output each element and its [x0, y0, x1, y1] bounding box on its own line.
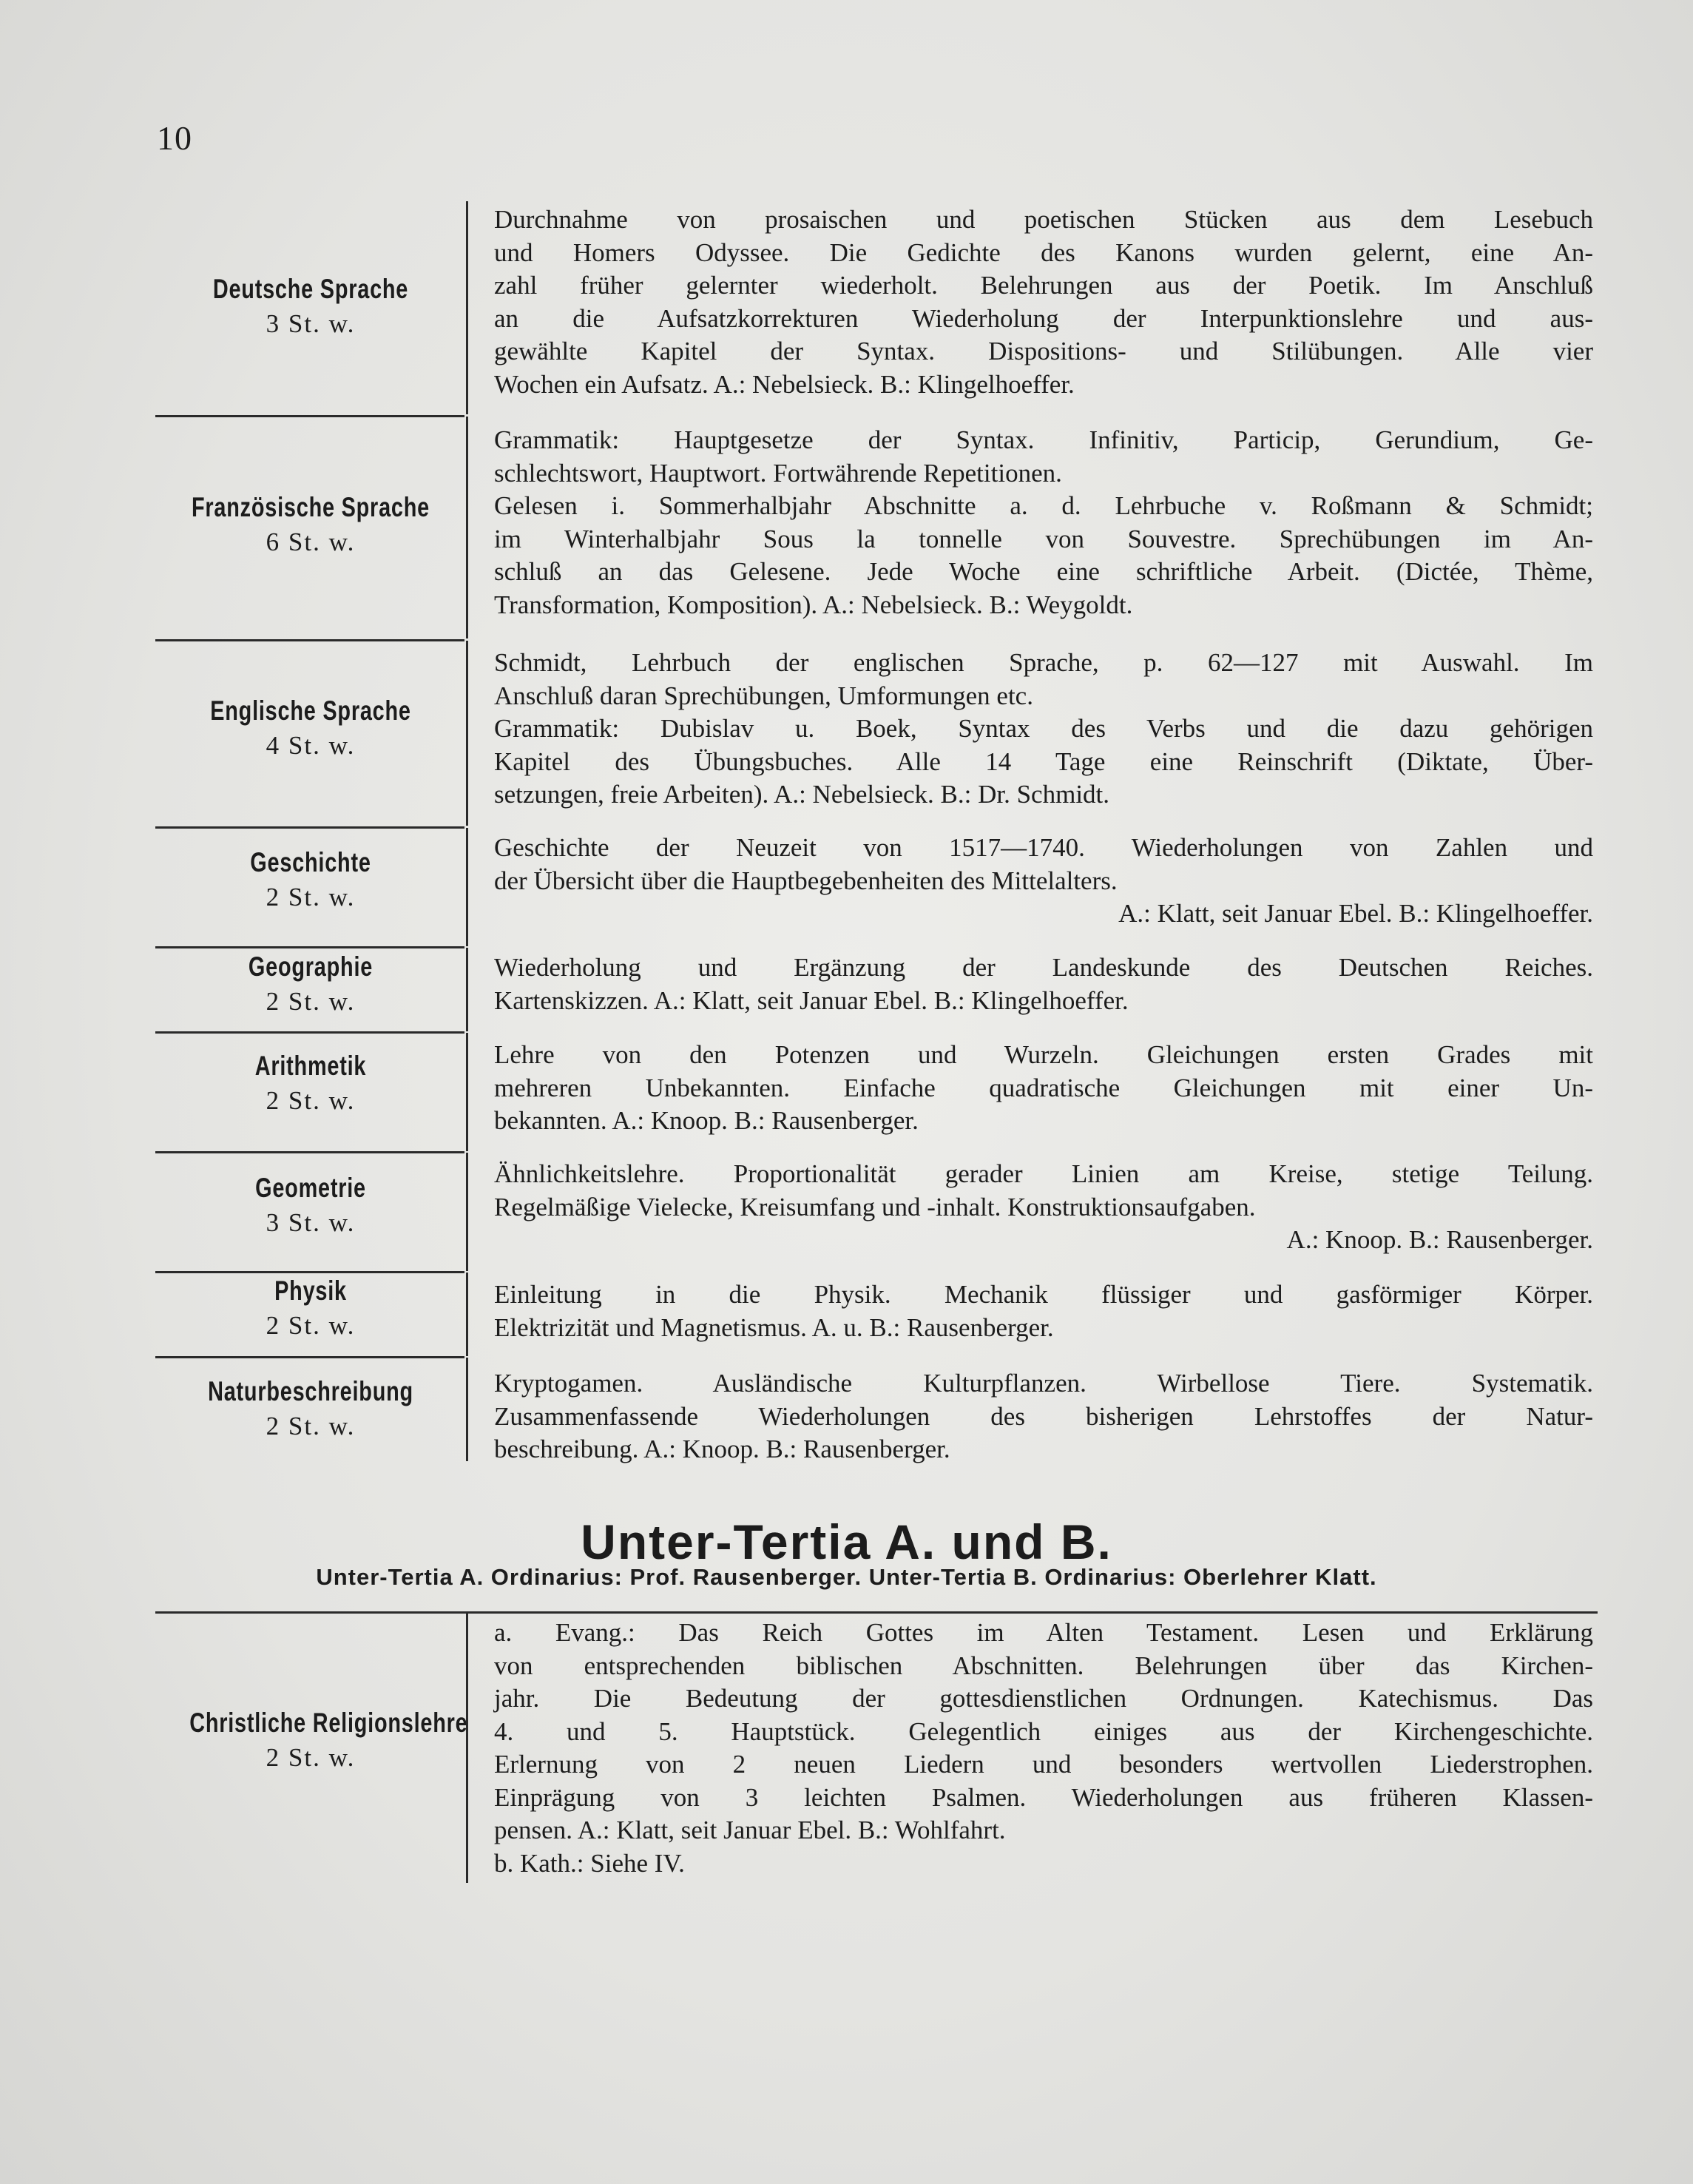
- content-line: der Übersicht über die Hauptbegebenheiten des Mittelalters.: [494, 866, 1118, 895]
- column-divider: [466, 828, 468, 946]
- subject-name: Englische Sprache: [210, 695, 411, 726]
- subject-hours: 2 St. w.: [266, 883, 356, 911]
- content-line: Durchnahme von prosaischen und poetischen Stücken aus dem Lesebuch: [494, 205, 1593, 234]
- subject-name: Naturbeschreibung: [208, 1376, 413, 1406]
- content-line: Zusammenfassende Wiederholungen des bisherigen Lehrstoffes der Natur-: [494, 1401, 1593, 1431]
- content-line: Erlernung von 2 neuen Liedern und besonders wertvollen Liederstrophen.: [494, 1750, 1593, 1779]
- section-content: [494, 1617, 1593, 1880]
- section-divider: [155, 946, 464, 948]
- subject-hours: 3 St. w.: [266, 309, 356, 338]
- column-divider: [466, 1033, 468, 1151]
- content-line: von entsprechenden biblischen Abschnitten. Belehrungen über das Kirchen-: [494, 1651, 1593, 1680]
- content-line: Einleitung in die Physik. Mechanik flüssiger und gasförmiger Körper.: [494, 1280, 1593, 1309]
- content-line: A.: Klatt, seit Januar Ebel. B.: Klingelhoeffer.: [1118, 899, 1593, 928]
- content-line: Anschluß daran Sprechübungen, Umformungen etc.: [494, 681, 1033, 710]
- subject-hours: 2 St. w.: [266, 1311, 356, 1340]
- subject-naturbeschreibung: [155, 1376, 466, 1441]
- content-line: bekannten. A.: Knoop. B.: Rausenberger.: [494, 1106, 919, 1135]
- content-line: und Homers Odyssee. Die Gedichte des Kanons wurden gelernt, eine An-: [494, 237, 1593, 267]
- content-line: Transformation, Komposition). A.: Nebelsieck. B.: Weygoldt.: [494, 590, 1133, 619]
- subject-name: Französische Sprache: [192, 492, 430, 522]
- subject-geographie: [155, 951, 466, 1017]
- content-line: Kryptogamen. Ausländische Kulturpflanzen. Wirbellose Tiere. Systematik.: [494, 1369, 1593, 1398]
- content-line: jahr. Die Bedeutung der gottesdienstlichen Ordnungen. Katechismus. Das: [494, 1684, 1593, 1713]
- subject-arithmetik: [155, 1051, 466, 1116]
- content-line: beschreibung. A.: Knoop. B.: Rausenberger.: [494, 1435, 950, 1463]
- content-line: Schmidt, Lehrbuch der englischen Sprache, p. 62—127 mit Auswahl. Im: [494, 648, 1593, 677]
- subject-name: Arithmetik: [254, 1051, 367, 1081]
- subject-franzoesische-sprache: [155, 492, 466, 557]
- section-content: [494, 1367, 1593, 1466]
- subject-name: Geschichte: [250, 847, 371, 877]
- section-content: [494, 647, 1593, 812]
- content-line: pensen. A.: Klatt, seit Januar Ebel. B.: Wohlfahrt.: [494, 1816, 1006, 1844]
- section-divider: [155, 826, 464, 829]
- content-line: Lehre von den Potenzen und Wurzeln. Gleichungen ersten Grades mit: [494, 1040, 1593, 1069]
- subject-geometrie: [155, 1173, 466, 1238]
- section-content: [494, 424, 1593, 621]
- subject-geschichte: [155, 847, 466, 912]
- subject-name: Deutsche Sprache: [212, 274, 409, 304]
- subject-hours: 2 St. w.: [266, 1086, 356, 1115]
- subject-hours: 3 St. w.: [266, 1208, 356, 1237]
- content-line: zahl früher gelernter wiederholt. Belehrungen aus der Poetik. Im Anschluß: [494, 271, 1593, 300]
- content-line: Grammatik: Hauptgesetze der Syntax. Infinitiv, Particip, Gerundium, Ge-: [494, 425, 1593, 454]
- column-divider: [466, 417, 468, 638]
- column-divider: [466, 201, 468, 414]
- content-line: 4. und 5. Hauptstück. Gelegentlich einiges aus der Kirchengeschichte.: [494, 1716, 1593, 1746]
- content-line: Wochen ein Aufsatz. A.: Nebelsieck. B.: Klingelhoeffer.: [494, 369, 1075, 399]
- content-line: Kartenskizzen. A.: Klatt, seit Januar Ebel. B.: Klingelhoeffer.: [494, 985, 1129, 1015]
- class-heading: Unter-Tertia A. und B.: [581, 1514, 1112, 1569]
- subject-name: Christliche Religionslehre: [189, 1708, 468, 1738]
- class-subheading: Unter-Tertia A. Ordinarius: Prof. Rausenberger. Unter-Tertia B. Ordinarius: Oberlehrer Klatt.: [316, 1564, 1377, 1590]
- section-content: [494, 1278, 1593, 1344]
- content-line: Elektrizität und Magnetismus. A. u. B.: Rausenberger.: [494, 1312, 1054, 1342]
- subject-hours: 2 St. w.: [266, 1412, 356, 1440]
- content-line: Wiederholung und Ergänzung der Landeskunde des Deutschen Reiches.: [494, 953, 1593, 982]
- section-divider: [155, 1356, 464, 1358]
- content-line: A.: Knoop. B.: Rausenberger.: [1286, 1225, 1593, 1254]
- content-line: Grammatik: Dubislav u. Boek, Syntax des Verbs und die dazu gehörigen: [494, 714, 1593, 743]
- section-content: [494, 1039, 1593, 1138]
- subject-hours: 6 St. w.: [266, 528, 356, 556]
- section-content: [494, 203, 1593, 401]
- content-line: Einprägung von 3 leichten Psalmen. Wiederholungen aus früheren Klassen-: [494, 1782, 1593, 1812]
- column-divider: [466, 1358, 468, 1461]
- subject-hours: 2 St. w.: [266, 987, 356, 1016]
- column-divider: [466, 1613, 468, 1883]
- subject-name: Geographie: [248, 951, 374, 982]
- content-line: setzungen, freie Arbeiten). A.: Nebelsieck. B.: Dr. Schmidt.: [494, 780, 1110, 809]
- column-divider: [466, 641, 468, 826]
- column-divider: [466, 1273, 468, 1356]
- subject-christliche-religionslehre: [155, 1708, 466, 1773]
- page-number: 10: [157, 119, 192, 157]
- section-content: [494, 832, 1593, 931]
- subject-name: Geometrie: [255, 1173, 366, 1203]
- content-line: a. Evang.: Das Reich Gottes im Alten Testament. Lesen und Erklärung: [494, 1618, 1593, 1647]
- content-line: im Winterhalbjahr Sous la tonnelle von Souvestre. Sprechübungen im An-: [494, 524, 1593, 553]
- section-divider: [155, 639, 464, 641]
- subject-physik: [155, 1275, 466, 1341]
- section-divider: [155, 1031, 464, 1034]
- content-line: schluß an das Gelesene. Jede Woche eine schriftliche Arbeit. (Dictée, Thème,: [494, 557, 1593, 586]
- subject-deutsche-sprache: [155, 274, 466, 339]
- content-line: an die Aufsatzkorrekturen Wiederholung der Interpunktionslehre und aus-: [494, 303, 1593, 333]
- content-line: gewählte Kapitel der Syntax. Dispositions- und Stilübungen. Alle vier: [494, 337, 1593, 365]
- content-line: Regelmäßige Vielecke, Kreisumfang und -inhalt. Konstruktionsaufgaben.: [494, 1192, 1256, 1221]
- content-line: mehreren Unbekannten. Einfache quadratische Gleichungen mit einer Un-: [494, 1073, 1593, 1102]
- section-content: [494, 951, 1593, 1017]
- section-content: [494, 1158, 1593, 1257]
- content-line: Gelesen i. Sommerhalbjahr Abschnitte a. d. Lehrbuche v. Roßmann & Schmidt;: [494, 491, 1593, 520]
- column-divider: [466, 948, 468, 1031]
- subject-name: Physik: [274, 1275, 347, 1306]
- content-line: b. Kath.: Siehe IV.: [494, 1848, 685, 1878]
- content-line: Ähnlichkeitslehre. Proportionalität gerader Linien am Kreise, stetige Teilung.: [494, 1159, 1593, 1188]
- heading-divider: [155, 1611, 1598, 1614]
- content-line: schlechtswort, Hauptwort. Fortwährende Repetitionen.: [494, 458, 1062, 488]
- subject-hours: 2 St. w.: [266, 1743, 356, 1772]
- column-divider: [466, 1153, 468, 1271]
- content-line: Kapitel des Übungsbuches. Alle 14 Tage eine Reinschrift (Diktate, Über-: [494, 746, 1593, 776]
- content-line: Geschichte der Neuzeit von 1517—1740. Wiederholungen von Zahlen und: [494, 833, 1593, 862]
- section-divider: [155, 1271, 464, 1273]
- section-divider: [155, 415, 464, 417]
- subject-hours: 4 St. w.: [266, 731, 356, 760]
- section-divider: [155, 1151, 464, 1153]
- subject-englische-sprache: [155, 695, 466, 761]
